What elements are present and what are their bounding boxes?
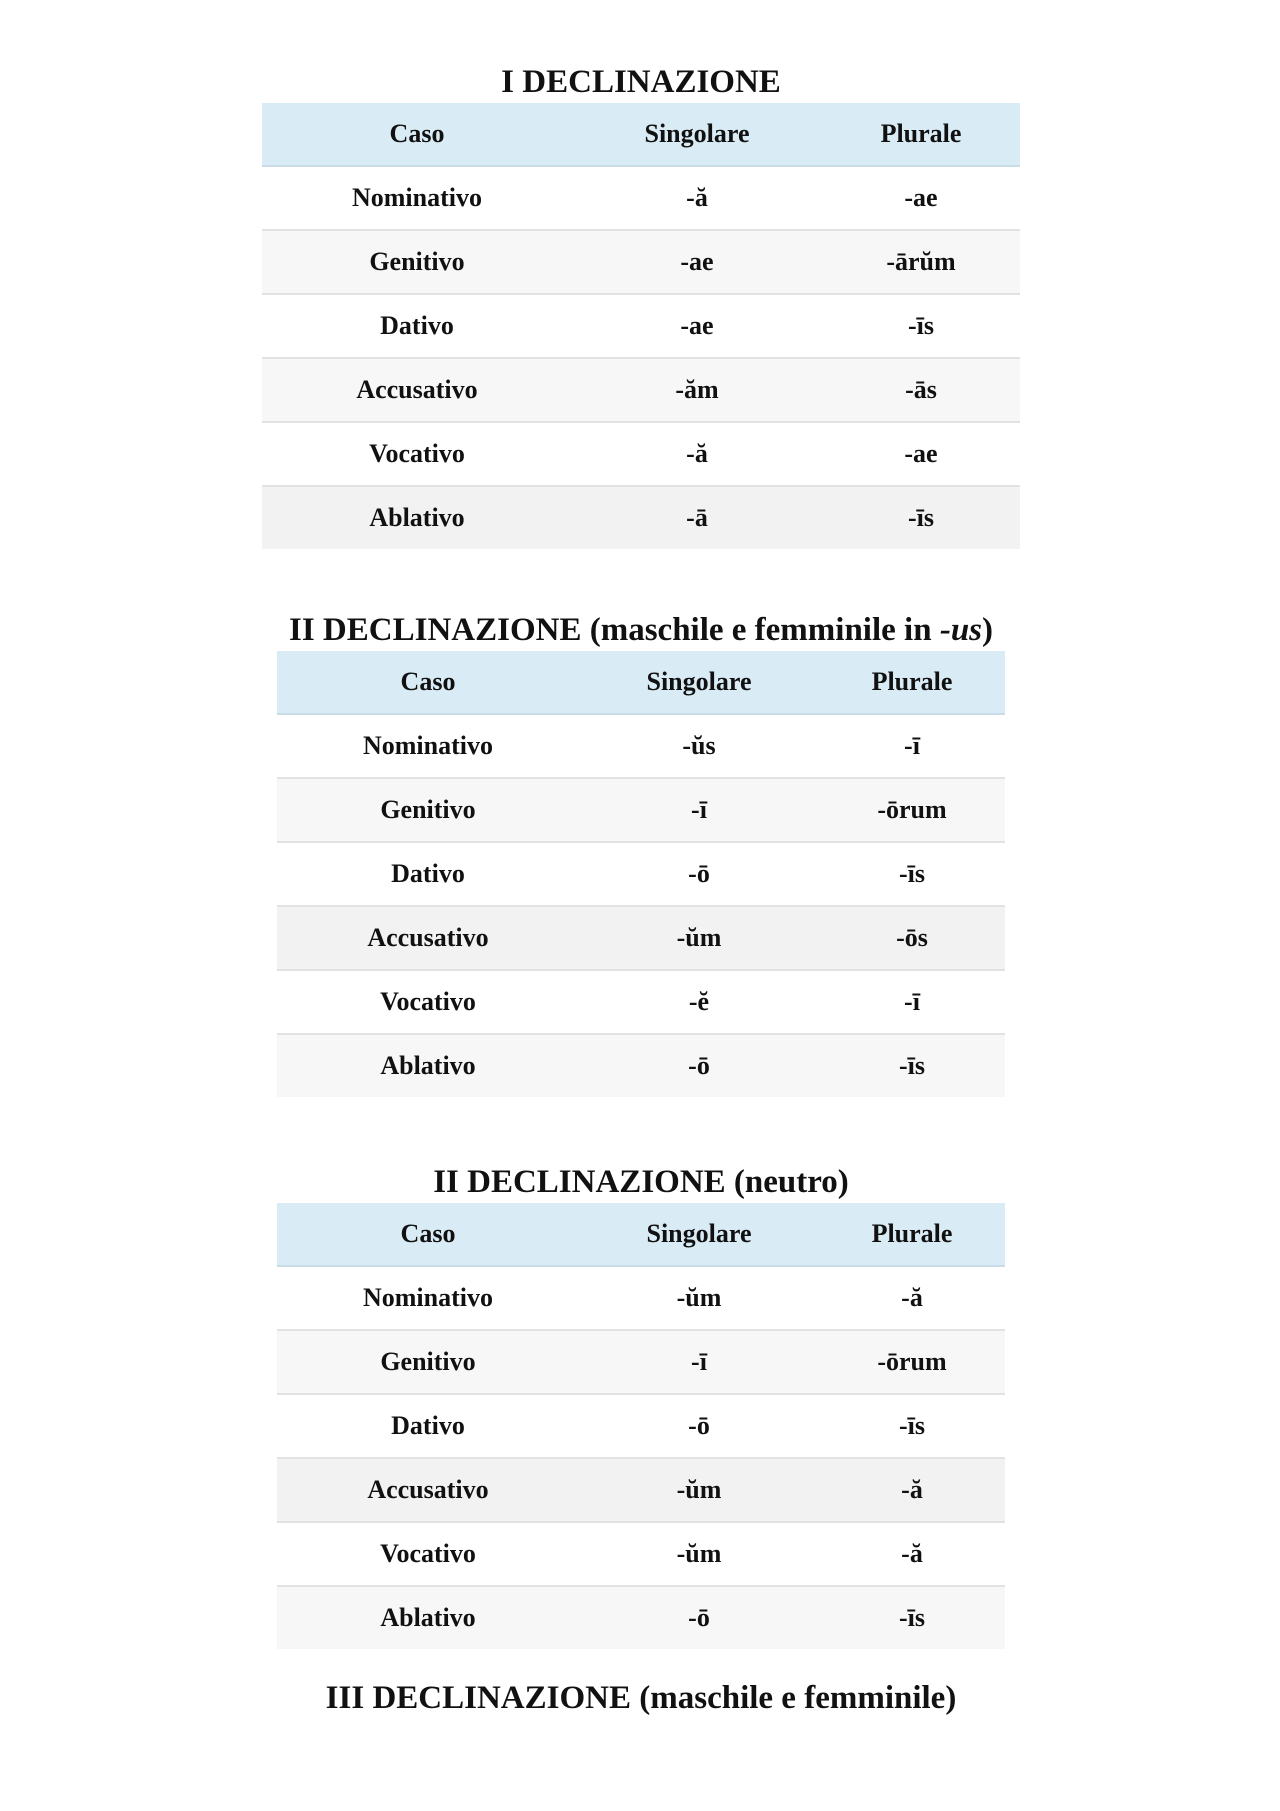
plural-cell: -īs xyxy=(819,1034,1005,1097)
case-cell: Nominativo xyxy=(277,714,579,778)
table-row xyxy=(277,1330,1005,1394)
singular-cell: -ĕ xyxy=(579,970,819,1034)
case-cell: Dativo xyxy=(277,1394,579,1458)
case-cell: Nominativo xyxy=(277,1266,579,1330)
table-row xyxy=(277,1266,1005,1330)
table-row xyxy=(262,486,1020,549)
plural-cell: -īs xyxy=(822,294,1020,358)
table-row xyxy=(277,1394,1005,1458)
singular-cell: -ō xyxy=(579,1034,819,1097)
case-cell: Genitivo xyxy=(277,1330,579,1394)
case-cell: Nominativo xyxy=(262,166,572,230)
section-title: I DECLINAZIONE xyxy=(501,64,781,100)
declension-table xyxy=(277,1203,1005,1649)
case-cell: Accusativo xyxy=(262,358,572,422)
case-cell: Vocativo xyxy=(277,1522,579,1586)
singular-cell: -ae xyxy=(572,294,822,358)
declension-table xyxy=(277,651,1005,1097)
singular-cell: -ŭm xyxy=(579,1458,819,1522)
section-title: II DECLINAZIONE (neutro) xyxy=(433,1164,849,1200)
table-row xyxy=(277,970,1005,1034)
case-cell: Genitivo xyxy=(262,230,572,294)
plural-cell: -ī xyxy=(819,714,1005,778)
table-row xyxy=(262,166,1020,230)
table-row xyxy=(277,1458,1005,1522)
column-header-case: Caso xyxy=(262,103,572,166)
table-row xyxy=(277,1522,1005,1586)
singular-cell: -ă xyxy=(572,422,822,486)
section-title-ending: -us xyxy=(939,612,983,648)
column-header-plural: Plurale xyxy=(819,651,1005,714)
column-header-plural: Plurale xyxy=(822,103,1020,166)
table-row xyxy=(277,778,1005,842)
plural-cell: -ārŭm xyxy=(822,230,1020,294)
plural-cell: -īs xyxy=(822,486,1020,549)
singular-cell: -ăm xyxy=(572,358,822,422)
case-cell: Genitivo xyxy=(277,778,579,842)
case-cell: Ablativo xyxy=(277,1034,579,1097)
case-cell: Vocativo xyxy=(277,970,579,1034)
column-header-singular: Singolare xyxy=(579,651,819,714)
case-cell: Vocativo xyxy=(262,422,572,486)
singular-cell: -ae xyxy=(572,230,822,294)
plural-cell: -ae xyxy=(822,166,1020,230)
column-header-singular: Singolare xyxy=(579,1203,819,1266)
table-row xyxy=(262,358,1020,422)
singular-cell: -ŭm xyxy=(579,1266,819,1330)
plural-cell: -ae xyxy=(822,422,1020,486)
singular-cell: -ŭs xyxy=(579,714,819,778)
table-row xyxy=(277,714,1005,778)
column-header-case: Caso xyxy=(277,651,579,714)
table-row xyxy=(277,1034,1005,1097)
section-title: III DECLINAZIONE (maschile e femminile) xyxy=(325,1680,957,1716)
table-row xyxy=(262,294,1020,358)
column-header-plural: Plurale xyxy=(819,1203,1005,1266)
singular-cell: -ō xyxy=(579,1586,819,1649)
section-title xyxy=(262,610,1020,650)
plural-cell: -ōs xyxy=(819,906,1005,970)
section-title-close: ) xyxy=(982,612,994,648)
column-header-case: Caso xyxy=(277,1203,579,1266)
case-cell: Dativo xyxy=(262,294,572,358)
plural-cell: -īs xyxy=(819,842,1005,906)
singular-cell: -ă xyxy=(572,166,822,230)
table-row xyxy=(277,906,1005,970)
table-row xyxy=(262,230,1020,294)
case-cell: Ablativo xyxy=(277,1586,579,1649)
table-row xyxy=(277,1586,1005,1649)
section-title-text: II DECLINAZIONE (maschile e femminile in xyxy=(288,612,940,648)
plural-cell: -ōrum xyxy=(819,1330,1005,1394)
case-cell: Ablativo xyxy=(262,486,572,549)
plural-cell: -ă xyxy=(819,1266,1005,1330)
table-header-row xyxy=(262,103,1020,166)
singular-cell: -ŭm xyxy=(579,1522,819,1586)
singular-cell: -ō xyxy=(579,1394,819,1458)
plural-cell: -ōrum xyxy=(819,778,1005,842)
table-row xyxy=(262,422,1020,486)
plural-cell: -ās xyxy=(822,358,1020,422)
plural-cell: -ī xyxy=(819,970,1005,1034)
declension-table xyxy=(262,103,1020,549)
plural-cell: -īs xyxy=(819,1586,1005,1649)
table-header-row xyxy=(277,1203,1005,1266)
singular-cell: -ā xyxy=(572,486,822,549)
plural-cell: -ă xyxy=(819,1522,1005,1586)
singular-cell: -ŭm xyxy=(579,906,819,970)
table-header-row xyxy=(277,651,1005,714)
plural-cell: -īs xyxy=(819,1394,1005,1458)
case-cell: Accusativo xyxy=(277,1458,579,1522)
singular-cell: -ī xyxy=(579,778,819,842)
plural-cell: -ă xyxy=(819,1458,1005,1522)
case-cell: Dativo xyxy=(277,842,579,906)
column-header-singular: Singolare xyxy=(572,103,822,166)
case-cell: Accusativo xyxy=(277,906,579,970)
singular-cell: -ī xyxy=(579,1330,819,1394)
table-row xyxy=(277,842,1005,906)
singular-cell: -ō xyxy=(579,842,819,906)
